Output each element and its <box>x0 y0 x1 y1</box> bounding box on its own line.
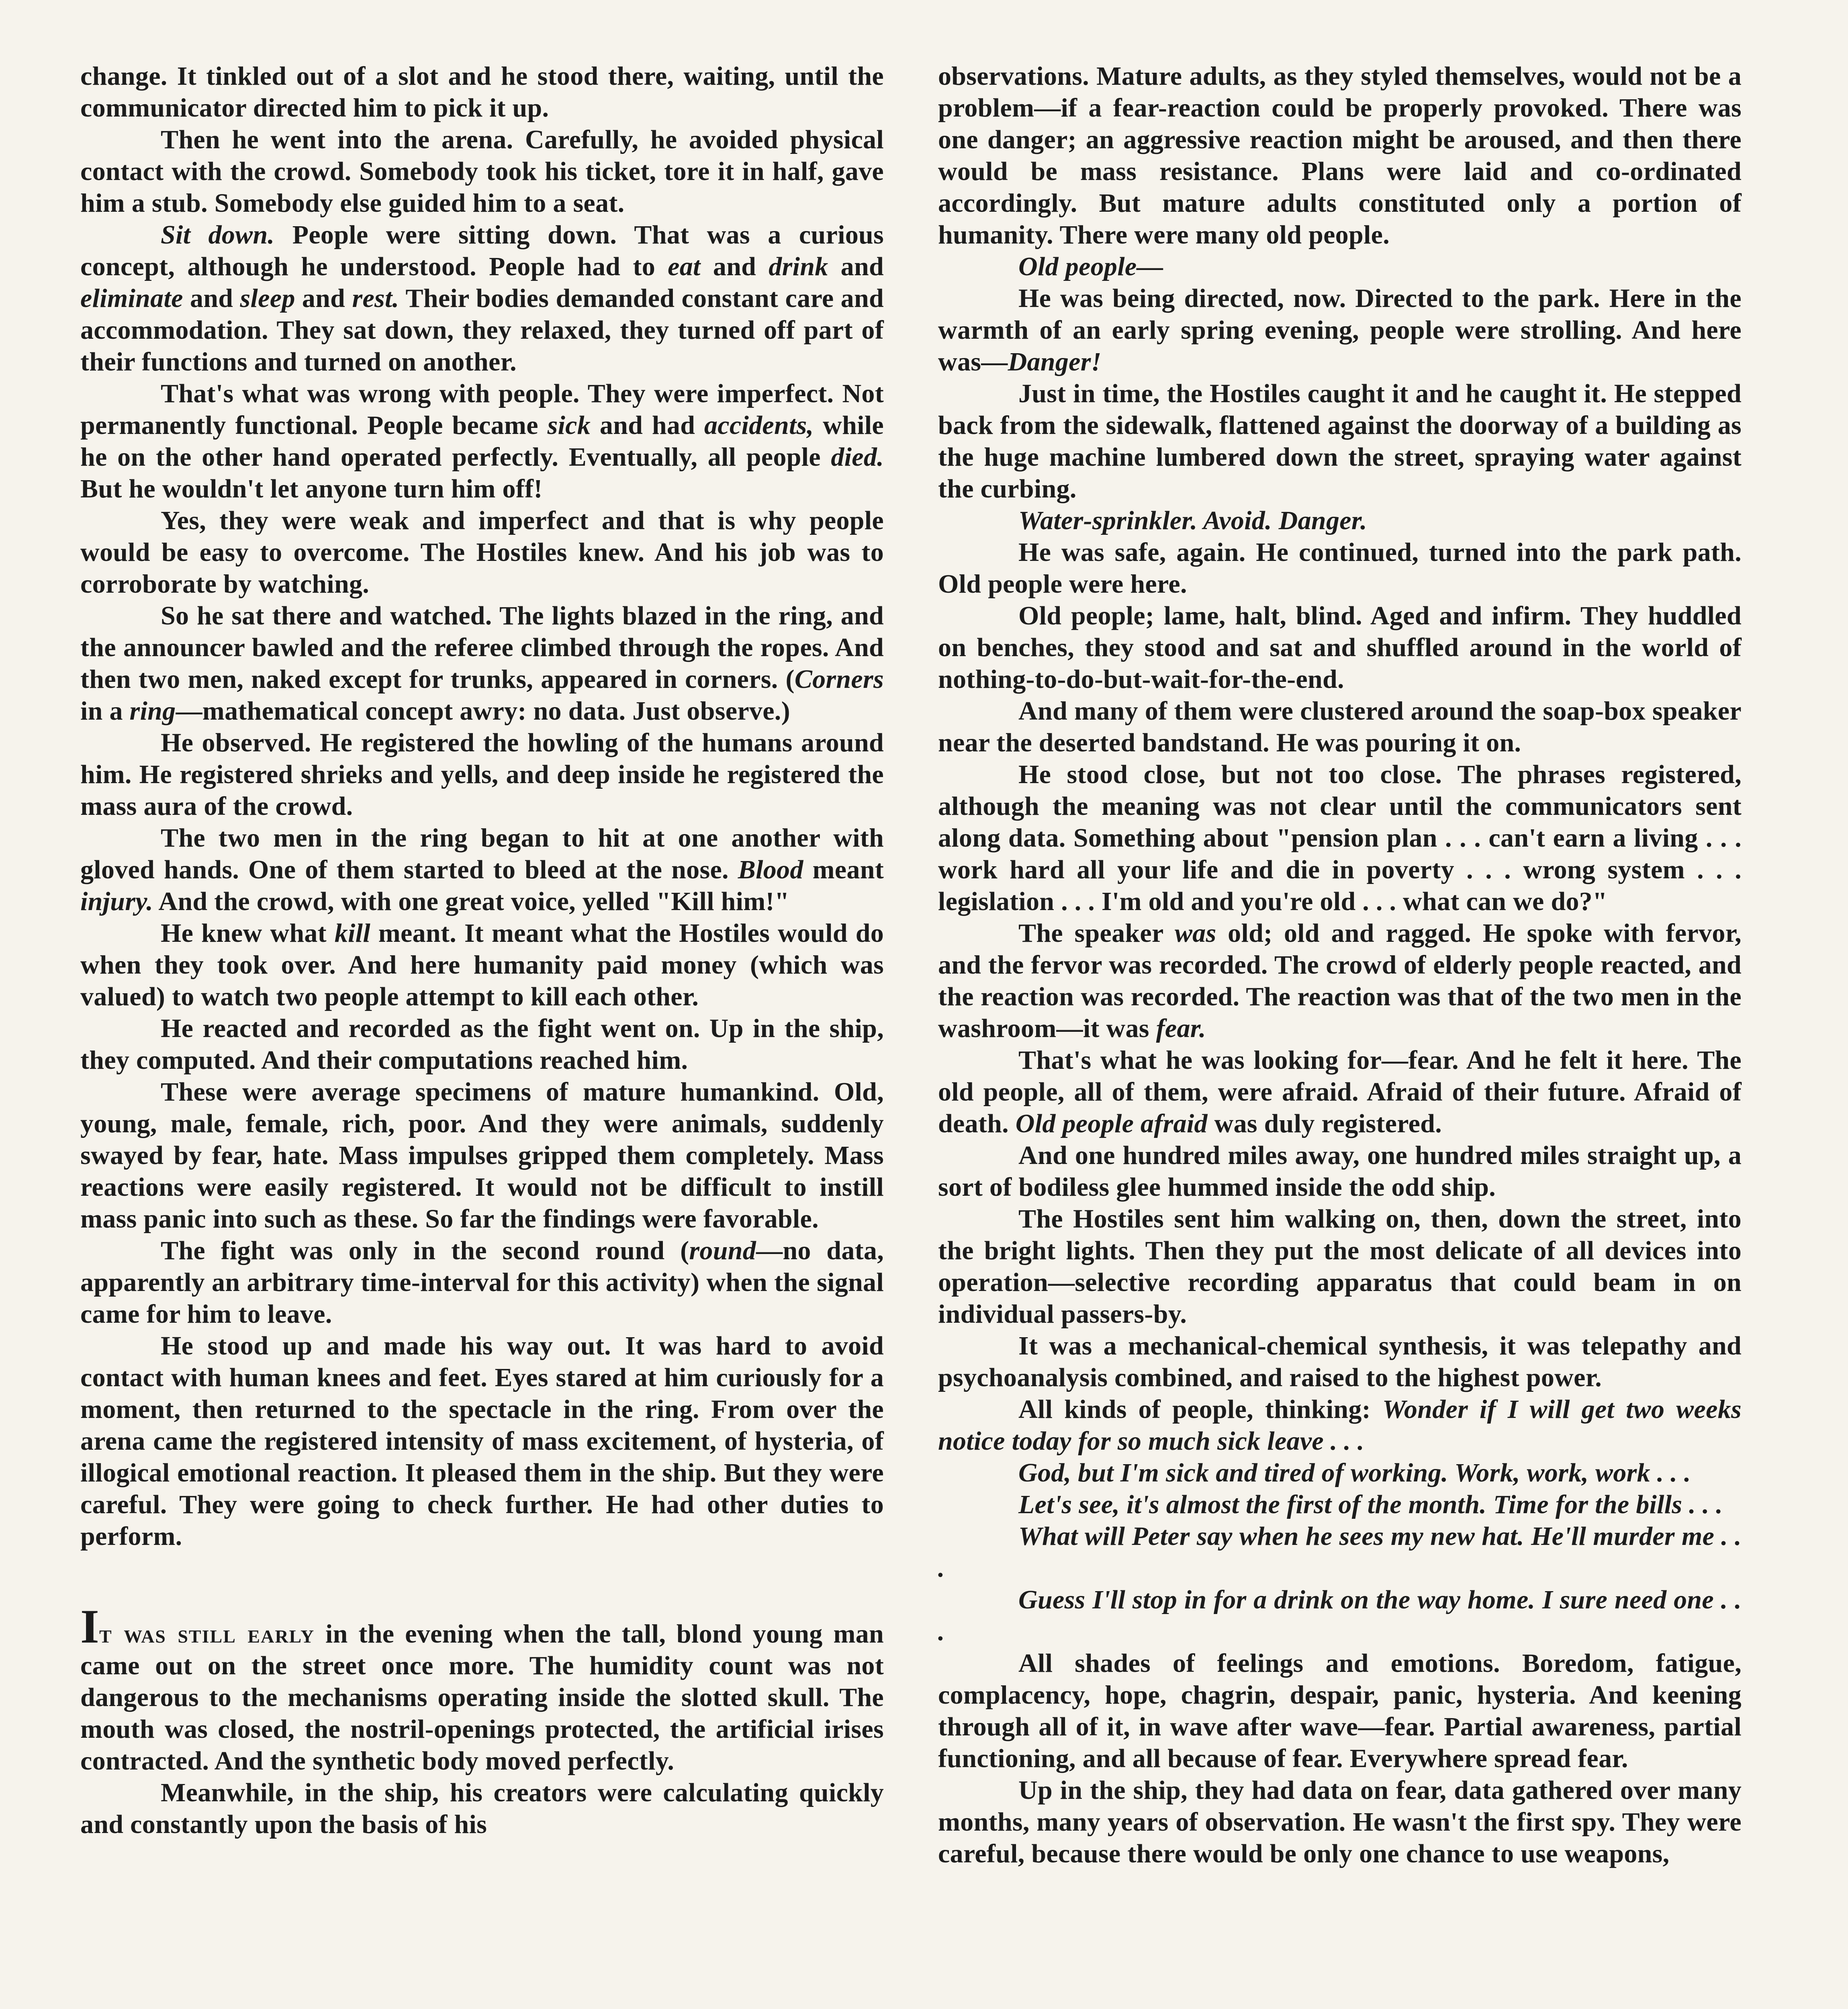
paragraph: The speaker was old; old and ragged. He spoke with fervor, and the fervor was recorded. The crowd of elderly people reacted, and the reaction was recorded. The reaction was that of the two men in the washroom—it was fear. <box>938 919 1742 1043</box>
paragraph: Guess I'll stop in for a drink on the way home. I sure need one . . . <box>938 1585 1742 1646</box>
paragraph: What will Peter say when he sees my new hat. He'll murder me . . . <box>938 1522 1742 1583</box>
paragraph: That's what he was looking for—fear. And he felt it here. The old people, all of them, were afraid. Afraid of their future. Afraid of death. Old people afraid was duly registered. <box>938 1045 1742 1138</box>
paragraph: Sit down. People were sitting down. That was a curious concept, although he understood. People had to eat and drink and eliminate and sleep and rest. Their bodies demanded constant care and accommodation. They sat down, they relaxed, they turned off part of their functions and turned on another. <box>80 220 884 376</box>
paragraph: He stood close, but not too close. The phrases registered, although the meaning was not clear until the communicators sent along data. Something about "pension plan . . . can't earn a living . . . work hard all your life and die in poverty . . . wrong system . . . legislation . . . I'm old and you're old . . . what can we do?" <box>938 760 1742 916</box>
section-opening-paragraph: It was still early in the evening when the tall, blond young man came out on the street once more. The humidity count was not dangerous to the mechanisms operating inside the slotted skull. The mouth was closed, the nostril-openings protected, the artificial irises contracted. And the synthetic body moved perfectly. <box>80 1600 884 1776</box>
paragraph: Old people— <box>1018 252 1163 281</box>
paragraph: Meanwhile, in the ship, his creators were calculating quickly and constantly upon the basis of his <box>80 1778 884 1839</box>
paragraph: Then he went into the arena. Carefully, he avoided physical contact with the crowd. Somebody took his ticket, tore it in half, gave him a stub. Somebody else guided him to a seat. <box>80 125 884 218</box>
paragraph: God, but I'm sick and tired of working. Work, work, work . . . <box>1018 1458 1691 1487</box>
paragraph: He was being directed, now. Directed to the park. Here in the warmth of an early spring evening, people were strolling. And here was—Danger! <box>938 284 1742 376</box>
paragraph: These were average specimens of mature humankind. Old, young, male, female, rich, poor. And they were animals, suddenly swayed by fear, hate. Mass impulses gripped them completely. Mass reactions were easily registered. It would not be difficult to instill mass panic into such as these. So far the findings were favorable. <box>80 1077 884 1234</box>
paragraph: He knew what kill meant. It meant what the Hostiles would do when they took over. And here humanity paid money (which was valued) to watch two people attempt to kill each other. <box>80 919 884 1011</box>
paragraph: The Hostiles sent him walking on, then, down the street, into the bright lights. Then they put the most delicate of all devices into operation—selective recording apparatus that could beam in on individual passers-by. <box>938 1204 1742 1329</box>
paragraph: And many of them were clustered around the soap-box speaker near the deserted bandstand. He was pouring it on. <box>938 696 1742 757</box>
paragraph: And one hundred miles away, one hundred miles straight up, a sort of bodiless glee hummed inside the odd ship. <box>938 1141 1742 1202</box>
paragraph: He was safe, again. He continued, turned into the park path. Old people were here. <box>938 538 1742 599</box>
paragraph: The two men in the ring began to hit at one another with gloved hands. One of them started to bleed at the nose. Blood meant injury. And the crowd, with one great voice, yelled "Kill him!" <box>80 823 884 916</box>
paragraph: It was a mechanical-chemical synthesis, it was telepathy and psychoanalysis combined, and raised to the highest power. <box>938 1331 1742 1392</box>
paragraph: That's what was wrong with people. They were imperfect. Not permanently functional. People became sick and had accidents, while he on the other hand operated perfectly. Eventually, all people died. But he wouldn't let anyone turn him off! <box>80 379 884 503</box>
paragraph: Old people; lame, halt, blind. Aged and infirm. They huddled on benches, they stood and sat and shuffled around in the world of nothing-to-do-but-wait-for-the-end. <box>938 601 1742 694</box>
paragraph: change. It tinkled out of a slot and he stood there, waiting, until the communicator directed him to pick it up. <box>80 61 884 123</box>
paragraph: Yes, they were weak and imperfect and that is why people would be easy to overcome. The Hostiles knew. And his job was to corroborate by watching. <box>80 506 884 599</box>
paragraph: Just in time, the Hostiles caught it and he caught it. He stepped back from the sidewalk, flattened against the doorway of a building as the huge machine lumbered down the street, spraying water against the curbing. <box>938 379 1742 503</box>
left-text-column <box>80 60 884 1840</box>
paragraph: He stood up and made his way out. It was hard to avoid contact with human knees and feet. Eyes stared at him curiously for a moment, then returned to the spectacle in the ring. From over the arena came the registered intensity of mass excitement, of hysteria, of illogical emotional reaction. It pleased them in the ship. But they were careful. They were going to check further. He had other duties to perform. <box>80 1331 884 1551</box>
paragraph: All kinds of people, thinking: Wonder if I will get two weeks notice today for so much sick leave . . . <box>938 1395 1742 1456</box>
paragraph: Let's see, it's almost the first of the month. Time for the bills . . . <box>1018 1490 1723 1519</box>
paragraph: He observed. He registered the howling of the humans around him. He registered shrieks and yells, and deep inside he registered the mass aura of the crowd. <box>80 728 884 821</box>
paragraph: The fight was only in the second round (round—no data, apparently an arbitrary time-interval for this activity) when the signal came for him to leave. <box>80 1236 884 1329</box>
lead-in-small-caps: t was still early <box>99 1619 315 1649</box>
drop-cap: I <box>80 1600 99 1653</box>
paragraph: He reacted and recorded as the fight went on. Up in the ship, they computed. And their computations reached him. <box>80 1014 884 1075</box>
paragraph: Up in the ship, they had data on fear, data gathered over many months, many years of observation. He wasn't the first spy. They were careful, because there would be only one chance to use weapons, <box>938 1776 1742 1868</box>
paragraph: All shades of feelings and emotions. Boredom, fatigue, complacency, hope, chagrin, despair, panic, hysteria. And keening through all of it, in wave after wave—fear. Partial awareness, partial functioning, and all because of fear. Everywhere spread fear. <box>938 1649 1742 1773</box>
right-text-column <box>938 60 1742 1870</box>
paragraph: So he sat there and watched. The lights blazed in the ring, and the announcer bawled and the referee climbed through the ropes. And then two men, naked except for trunks, appeared in corners. (Corners in a ring—mathematical concept awry: no data. Just observe.) <box>80 601 884 726</box>
paragraph: Water-sprinkler. Avoid. Danger. <box>1018 506 1367 535</box>
paragraph: observations. Mature adults, as they styled themselves, would not be a problem—if a fear-reaction could be properly provoked. There was one danger; an aggressive reaction might be aroused, and then there would be mass resistance. Plans were laid and co-ordinated accordingly. But mature adults constituted only a portion of humanity. There were many old people. <box>938 61 1742 250</box>
